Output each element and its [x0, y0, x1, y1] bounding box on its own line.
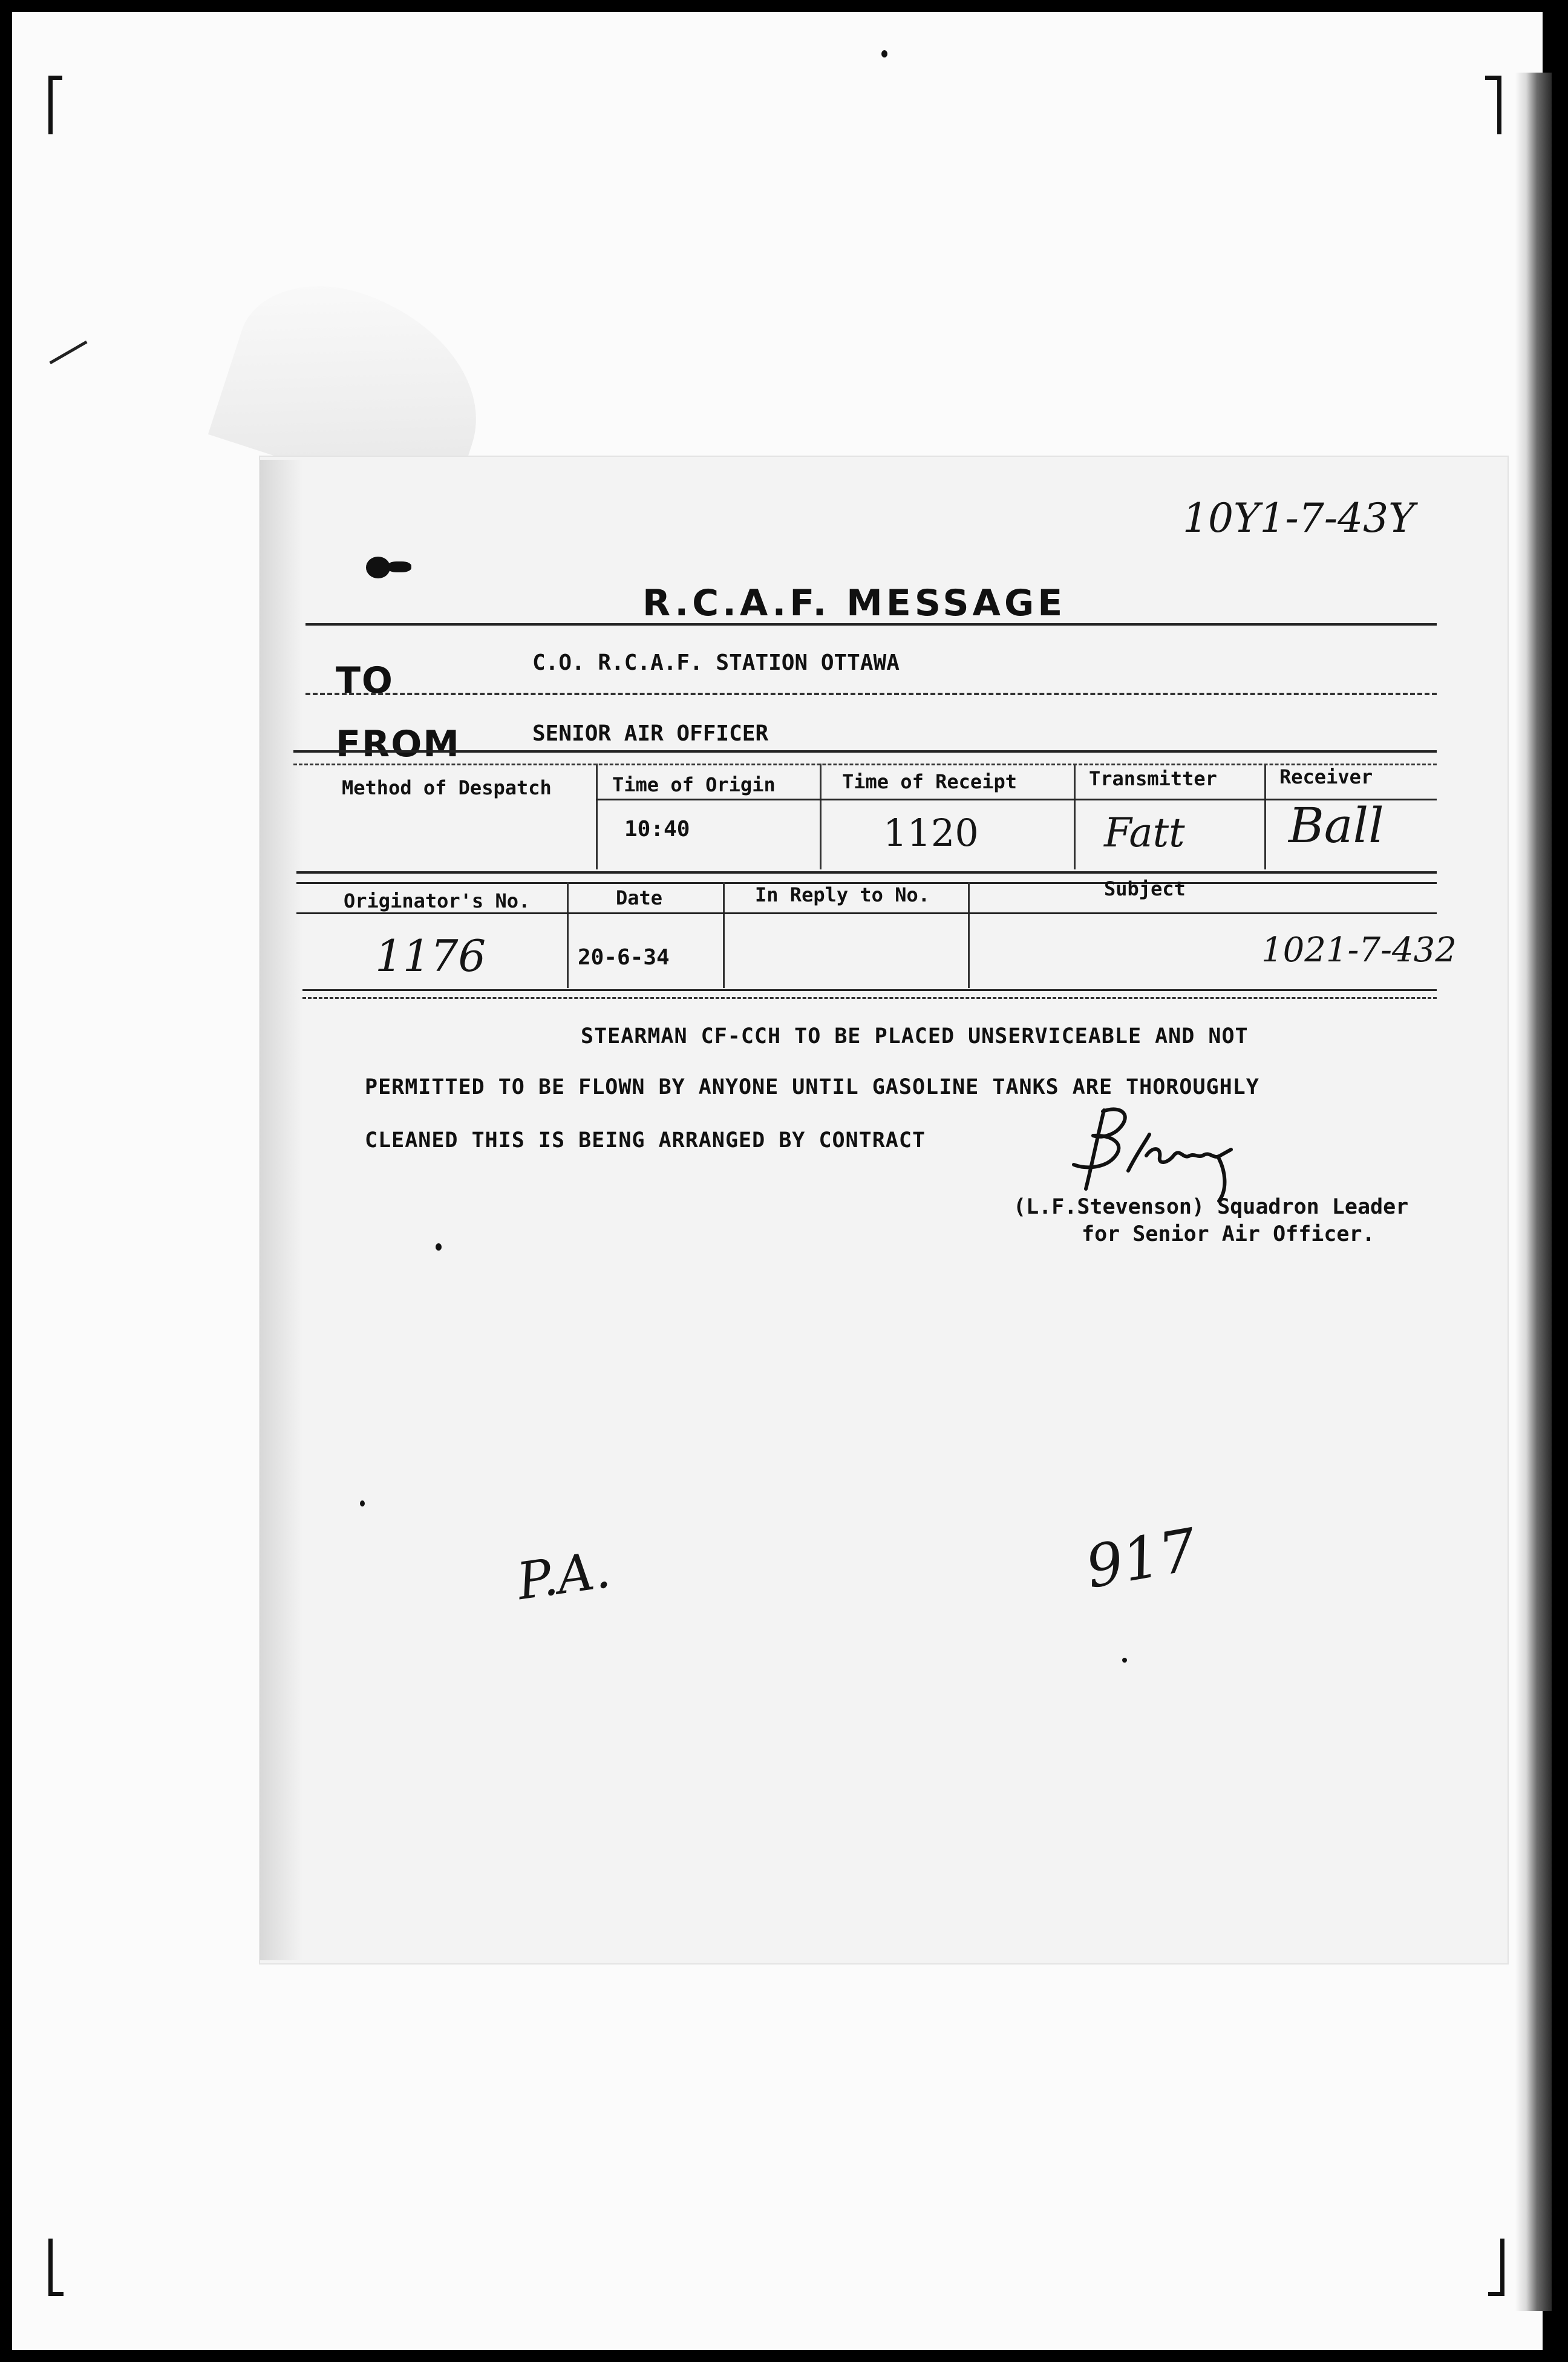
receiver-value: Ball — [1289, 797, 1384, 854]
message-body-line: PERMITTED TO BE FLOWN BY ANYONE UNTIL GASOLINE TANKS ARE THOROUGHLY — [365, 1075, 1259, 1099]
paper-shading — [260, 460, 302, 1960]
transmitter-header: Transmitter — [1089, 767, 1217, 790]
from-rule — [293, 750, 1437, 753]
time-of-receipt-header: Time of Receipt — [842, 770, 1017, 793]
time-of-origin-value: 10:40 — [624, 817, 690, 842]
number-annotation: 917 — [1080, 1515, 1202, 1602]
pa-annotation: P.A. — [513, 1539, 614, 1612]
col-divider — [1264, 764, 1266, 869]
ink-dot — [436, 1243, 442, 1251]
subject-header: Subject — [1104, 877, 1186, 900]
ink-blot — [366, 557, 390, 578]
ink-dot — [360, 1500, 365, 1507]
message-body-line: CLEANED THIS IS BEING ARRANGED BY CONTRACT — [365, 1128, 926, 1153]
crop-mark-top-left — [48, 76, 62, 134]
in-reply-to-header: In Reply to No. — [755, 883, 930, 906]
col-divider — [596, 764, 598, 869]
row2-bottom-rule — [302, 997, 1437, 999]
date-header: Date — [616, 886, 663, 909]
to-rule — [305, 693, 1437, 695]
signatory-name-rank: (L.F.Stevenson) Squadron Leader — [1013, 1195, 1409, 1219]
scan-edge-shadow — [1515, 73, 1552, 2311]
message-title: R.C.A.F. MESSAGE — [642, 582, 1067, 624]
title-rule — [305, 623, 1437, 626]
to-label: TO — [336, 659, 394, 702]
col-divider — [820, 764, 822, 869]
header-rule — [296, 912, 1437, 914]
crop-mark-top-right — [1485, 76, 1501, 134]
col-divider — [968, 882, 970, 988]
signatory-for-line: for Senior Air Officer. — [1082, 1222, 1375, 1246]
from-value: SENIOR AIR OFFICER — [532, 721, 769, 746]
method-of-despatch-header: Method of Despatch — [342, 776, 552, 799]
receiver-header: Receiver — [1279, 765, 1373, 788]
ink-blot — [387, 561, 411, 572]
to-value: C.O. R.C.A.F. STATION OTTAWA — [532, 650, 900, 675]
ink-dot — [881, 50, 887, 57]
time-of-origin-header: Time of Origin — [612, 773, 776, 796]
col-divider — [723, 882, 725, 988]
originators-no-value: 1176 — [375, 931, 486, 981]
time-of-receipt-value: 1120 — [883, 811, 979, 855]
handwritten-reference: 10Y1-7-43Y — [1183, 495, 1415, 541]
ink-dot — [1122, 1658, 1127, 1663]
crop-mark-bottom-left — [48, 2239, 64, 2296]
col-divider — [1074, 764, 1076, 869]
subject-value: 1021-7-432 — [1261, 931, 1457, 970]
crop-mark-bottom-right — [1488, 2239, 1504, 2296]
row2-bottom-rule — [302, 989, 1437, 991]
handwritten-signature — [1056, 1098, 1261, 1207]
date-value: 20-6-34 — [578, 945, 670, 970]
row1-bottom-rule — [296, 871, 1437, 874]
from-label: FROM — [336, 723, 460, 765]
col-divider — [567, 882, 569, 988]
originators-no-header: Originator's No. — [344, 889, 531, 912]
transmitter-value: Fatt — [1104, 810, 1185, 856]
message-body-line: STEARMAN CF-CCH TO BE PLACED UNSERVICEABLE AND NOT — [581, 1024, 1249, 1049]
